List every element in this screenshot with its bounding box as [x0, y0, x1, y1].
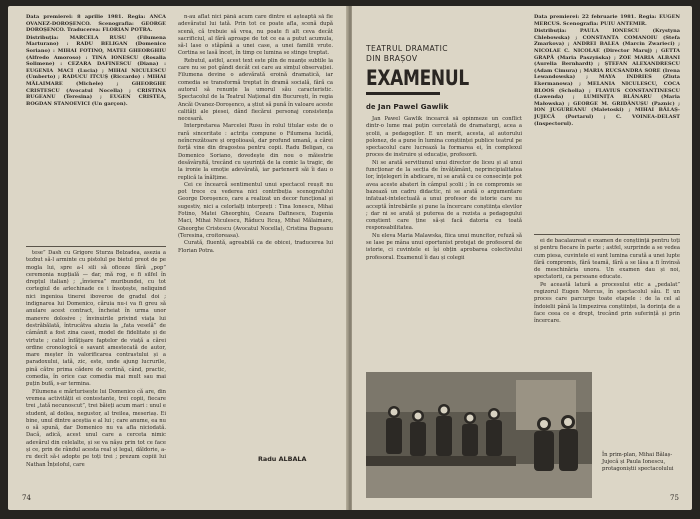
right-col-a-paragraph: Jan Pawel Gawlik încearcă să opinmeze un conflict dintr-o lume mai puțin cercetată de dramaturgi, acea a școlii, a pedagogilor. E un merit, acesta, al autorului polonez, de a pune în lumina conștiinței publice teatrul pe spectacolul care lucrează la formarea ei, în complexul proces de instruire și educație, profesorii. — [366, 116, 522, 159]
theatre-name-line2: DIN BRAȘOV — [366, 54, 418, 63]
photo-caption: În prim-plan, Mihai Bălaș-Jujecă și Paula Ionescu, protagoniștii spectacolului — [602, 452, 674, 472]
right-page-number: 75 — [670, 494, 679, 502]
left-col-b-paragraph: Cei ce încearcă sentimentul unui spectacol reușit nu pot trece cu vederea nici contribuția scenografului George Doroșenco, care a realizat un decor funcțional și sugestiv, nici a celorlalți interpreți : Tina Ionescu, Mihai Fotino, Matei Gheorghiu, Cezara Dafinescu, Eugenia Maci, Mihai Niculescu, Răducu Itcuș, Mihai Mălaimare, Gheorghe Cristescu (Avocatul Nocella), Cristina Bugeanu (Teresina, croitoreasa). — [178, 181, 333, 239]
left-credits — [26, 14, 166, 242]
left-col-b-paragraph: Interpretarea Marcelei Rusu în rolul titular este de o rară sinceritate : actrița compune o Filumena lucidă, neîncrezătoare și orgolioasă, dar profund umană, a cărei forță vine din dragostea pentru copii. Radu Beligan, ca Domenico Soriano, dovedește din nou o măiestrie desăvârșită, trecând cu ușurință de la comic la tragic, de la ironie la emoție adevărată, iar partenerii săi îi dau o replică la înălțime. — [178, 123, 333, 181]
byline-prefix: de — [366, 103, 376, 111]
right-credits — [534, 14, 680, 230]
right-credits-cast: Distribuția: PAULA IONESCU (Krystyna Chlebowska) ; CONSTANTA COMANOIU (Stefa Zmarkova) ; ANDREI BALEA (Marcin Zwarieci) ; NICOLAE C. NICOLAE (Director Maruj) ; GETTA GRAPĂ (Maria Paszyńska) ; ZOE MARIA ALBANI (Aurelia Bernhardt) ; ȘTEFAN ALEXANDRESCU (Adam Cimura) ; MARIA RUCSANDRA SORE (Irena Lewandowska) ; MAYA INDRIES (Ziuta Ekermanowa) ; MELANIA NICULESCU, COCA BLOOS (Scholia) ; FLAVIUS CONSTANTINESCU (Lawenda) ; LUMINIȚA BLĂNARU (Maria Małowska) ; GEORGE M. GRIDĂNUȘU (Paznic) ; ION JUGUREANU (Maletoski) ; MIHAI BĂLAȘ-JUJECĂ (Portarul) ; C. VOINEA-DELAST (Inspectorul). — [534, 28, 680, 127]
right-column-a — [366, 116, 522, 368]
right-credits-divider — [534, 234, 680, 235]
left-col-a-paragraph: tese” Dash cu Grigore Sturza Belzadea, asezia a tezbut să-l arminte cu pistolul pe bietul preot de pe mogla lui, spre a-l sili să oficeze fără „pop” ceremonia nupțială — dar, mă rog, e fi silfel în drepțul italian) ; „învierea” muribundei, cu tot cortegiul de arlechinade ce i însoțește, neliquind nici ingenioa tinerei iboveroe de gradul doi ; indignarea lui Domenico, căruia nu-i va fi greu să anulare acest contract, încheiat în urma unor manevre dolosive ; învinuirile privind viața lui destrăbălată, întrucâtva aluzia la „fata veselă” de câmânit a fost zina casei, model de fidelitate și de virtute ; catul înfățișare faptelor de viață a cărei ordine cronologică e savant amestecată de autor, mare meșter în valorificarea contrastului și a paradoxului, iată, zic, este, unde ajung lucrurile, pină către prima cădere de cortină, când, practic, comedia, în orice caz comedia mai mult sau mai puțin bufă, s-ar termina. — [26, 250, 166, 388]
production-photo-image — [366, 372, 592, 498]
left-credits-premiere: Data premierei: 8 aprilie 1981. Regia: ANCA OVANEZ-DOROȘENCO. Scenografia: GEORGE DOROȘENCO. Traducerea: FLORIAN POTRA. — [26, 14, 166, 34]
right-column-b — [534, 238, 680, 368]
left-col-b-paragraph: Rebutul, astfel, acest text este plin de nuanțe subtile la care nu se pot gândi decât cei care au simțul observației. Filumena devine o adevărată eroină dramatică, iar comedia se transformă treptat în dramă socială, fără ca autorul să renunțe la umorul său caracteristic. Spectacolul de la Teatrul Național din București, în regia Ancăi Ovanez-Doroșenco, a știut să pună în valoare aceste calități ale piesei, dând fiecărui personaj consistența necesară. — [178, 57, 333, 123]
right-col-b-paragraph: Pe această latură a procesului etic a „pedalat” regizorul Eugen Mercus, în spectacolul său. E un proces care parcurge toate etapele : de la cel al îndoielii până la limpezirea conștiinței, la dorința de a face ceea ce e drept, trecând prin suferință și prin încercare. — [534, 281, 680, 325]
play-title: EXAMENUL — [366, 66, 469, 91]
left-column-b — [178, 14, 333, 448]
review-signature: Radu ALBALA — [258, 455, 307, 463]
left-col-b-paragraph: n-au aflat nici până acum care dintre ei așteaptă să fie adevăratul lui tată. Prin tot ce poate afla, scenă după scenă, că trebuie să vrea, nu poate fi alt ceva decât sacrificiul, al fără aproape de tot ce ea a putut acumula, să-l lase o stăpână a unei case, a unei familii vrute. Cortina se lasă încet, în timp ce lumina se stinge treptat. — [178, 14, 333, 57]
theatre-name — [366, 44, 448, 64]
right-credits-premiere: Data premierei: 22 februarie 1981. Regia: EUGEN MERCUS. Scenografia: PUIU ANTEMIR. — [534, 14, 680, 27]
title-underline — [366, 92, 440, 95]
left-credits-cast: Distribuția: MARCELA RUSU (Filumena Marturano) : RADU BELIGAN (Domenico Soriano) : MIHAI FOTINO, MATEI GHEORGHIU (Alfredo Amoroso) : TINA IONESCU (Rosalia Solimene) : CEZARA DAFINESCU (Diana) : EUGENIA MACI (Lucia) ; MIHAI NICULESCU (Umberto) ; RADUCU ITCUȘ (Riccardo) : MIHAI MĂLAIMARE (Michele) ; GHEORGHE CRISTESCU (Avocatul Nocella) ; CRISTINA BUGEANU (Teresina) ; EUGEN CRISTEA, BOGDAN STANOEVICI (Un garçon). — [26, 34, 166, 107]
right-col-b-paragraph: ei de bacalaureat e examen de conștiință pentru toți și pentru fiecare în parte ; astfel, surprinde a se vedea cum piesa, cuvintele ei sunt lumina curată a unei lupte fără compromis, fără teamă, fără a se lăsa a fi învinsă de meschinăria unora. Un examen dau și noi, spectatorii, ca persoane educate. — [534, 238, 680, 281]
production-photo — [366, 372, 592, 498]
right-col-a-paragraph: Nu eleva Maria Malawska, fiica unui muncitor, refuză să se lase pe mâna unui oportunist protejat de profesorul de istorie, ci cuvintele ei își obțin aprobarea colectivului profesoral. Examenul îi dau și colegii — [366, 232, 522, 261]
left-column-a — [26, 250, 166, 486]
left-col-a-paragraph: Filumena e mărturisește lui Domenico că are, din vremea activității ei contestante, trei copii, fiecare trei „tată necunoscut”, trei băieți acum mari : unul e student, al doilea, negustor, al treilea, meseriaș. Ei bine, unul dintre aceștia e al lui ; care anume, ea nu o să spună, dar Domenico nu va afla niciodată. Dacă, adică, acest unul care a cerceta nimic adevărul din celelalte, și se va nășu prin tot ce face și ce, prin de rândul acesta real și legal, dăldorie, a-ru decît să-i adopte pe toți trei ; prezum copiii lui Nathan Înțeloful, care — [26, 388, 166, 468]
byline — [366, 102, 448, 111]
right-col-a-paragraph: Ni se arată servitiunul unui director de liceu și al unui funcționar de la secția de învățământ, neprincipialitatea lor, înțelegeri în abdicare, ni se arată cu ce consecințe pot avea aceste abateri în câmpul școlii ; în ce compromis se bazează un cadru didactic, ni se arată o argumentare infatuat-intelectuală a unui profesor de istorie care nu acceptă întrebările și pune la încercare conștiința elevilor ; dar ni se arată și puterea de a rezista a pedagogului conștient care ține să-și facă datoria cu toată responsabilitatea. — [366, 159, 522, 232]
left-page-number: 74 — [22, 494, 31, 502]
theatre-name-line1: TEATRUL DRAMATIC — [366, 44, 448, 53]
right-page — [352, 6, 692, 510]
left-page — [8, 6, 348, 510]
left-credits-divider — [26, 246, 166, 247]
left-col-b-paragraph: Curată, fluentă, agreabilă ca de obicei, traducerea lui Florian Potra. — [178, 240, 333, 254]
byline-author: Jan Pawel Gawlik — [377, 102, 449, 111]
